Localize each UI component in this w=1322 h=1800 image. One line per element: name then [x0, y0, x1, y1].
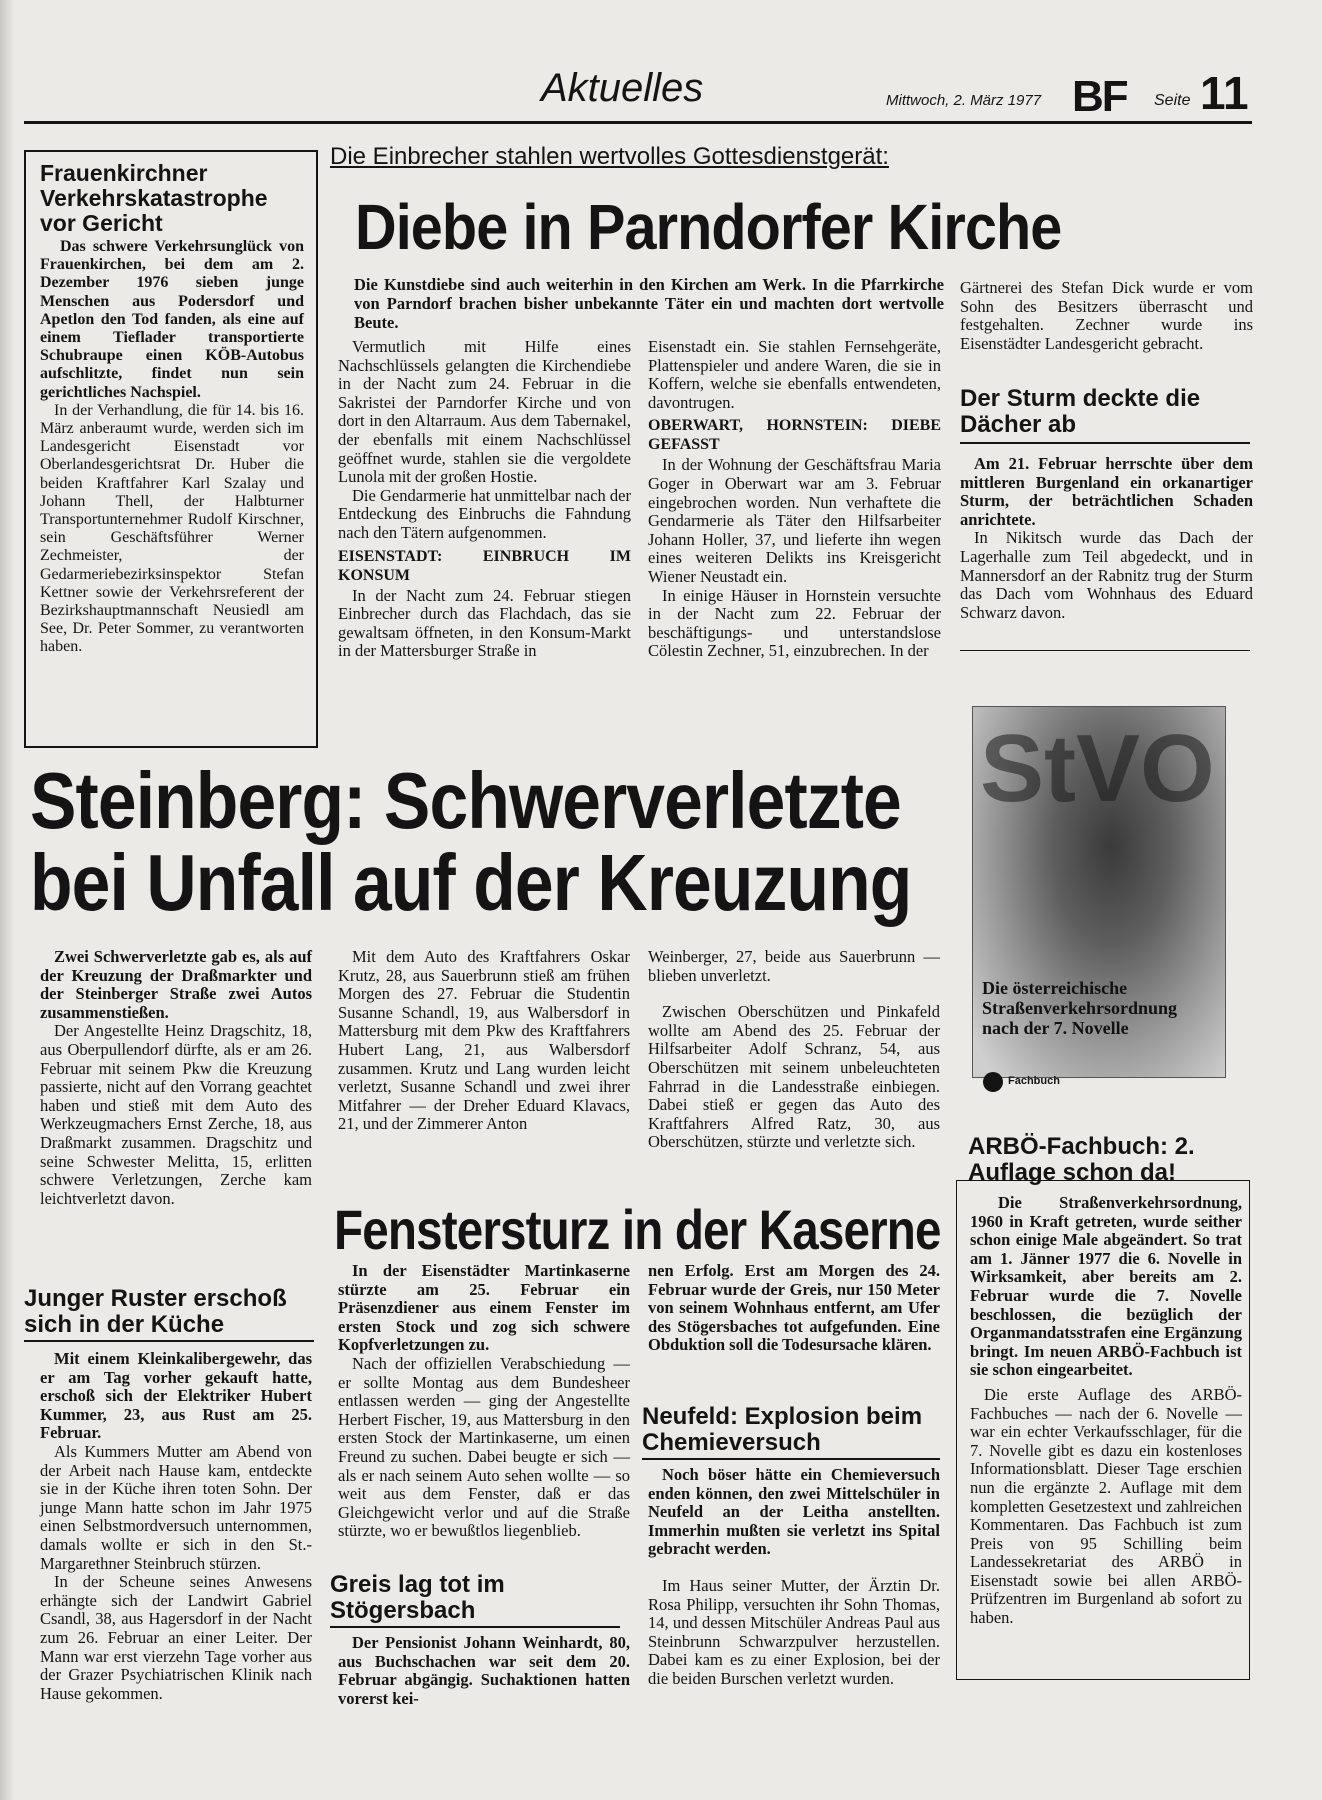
neufeld-lead: Noch böser hätte ein Chemieversuch enden können, den zwei Mittelschüler in Neufeld an der Leitha anstellten. Immerhin mußten sie verletzt ins Spital gebracht werden.	[648, 1465, 940, 1559]
neufeld-article	[648, 1466, 940, 1689]
steinberg-headline-1: Steinberg: Schwerverletzte	[30, 756, 901, 845]
parndorf-p7: Gärtnerei des Stefan Dick wurde er vom Sohn des Besitzers überrascht und festgehalten. Zechner wurde ins Eisenstädter Landesgericht gebracht.	[960, 278, 1253, 353]
steinberg-col1	[40, 948, 312, 1208]
frauenkirchen-article	[40, 238, 304, 657]
sturm-title: Der Sturm deckte die Dächer ab	[960, 385, 1201, 438]
neufeld-title: Neufeld: Explosion beim Chemieversuch	[642, 1403, 923, 1456]
parndorf-col1	[338, 338, 631, 661]
ruster-title: Junger Ruster erschoß sich in der Küche	[24, 1285, 287, 1338]
arbo-p1: Die erste Auflage des ARBÖ-Fachbuches — nach der 6. Novelle — war ein echter Verkaufsschlager, für die 7. Novelle gibt es dazu ein kostenloses Informationsblatt. Dieser Tage erschien nun die ergänzte 2. Auflage mit dem kompletten Gesetzestext und zahlreichen Kommentaren. Das Fachbuch ist zum Preis von 95 Schilling beim Landessekretariat des ARBÖ in Eisenstadt sowie bei allen ARBÖ-Prüfzentren im Burgenland ab sofort zu haben.	[970, 1384, 1242, 1628]
greis-article	[338, 1634, 630, 1708]
header-rule	[24, 121, 1252, 124]
kaserne-headline: Fenstersturz in der Kaserne	[334, 1198, 941, 1261]
frauenkirchen-lead: Das schwere Verkehrsunglück von Frauenkirchen, bei dem am 2. Dezember 1976 sieben junge Menschen aus Podersdorf und Apetlon den Tod fanden, als eine auf einem Tieflader transportierte Schubraupe einen KÖB-Autobus aufschlitzte, findet nun sein gerichtliches Nachspiel.	[40, 238, 304, 401]
bf-logo: BF	[1072, 72, 1127, 121]
frauenkirchen-title: Frauenkirchner Verkehrskatastrophe vor Gericht	[40, 160, 268, 236]
parndorf-col2	[648, 338, 941, 661]
parndorf-p4: Eisenstadt ein. Sie stahlen Fernsehgeräte, Plattenspieler und andere Waren, die sie in Koffern, welche sie ebenfalls entwendeten, davontrugen.	[648, 337, 941, 412]
parndorf-p2: Die Gendarmerie hat unmittelbar nach der Entdeckung des Einbruchs die Fahndung nach den Tätern aufgenommen.	[338, 485, 632, 542]
page-edge	[0, 0, 14, 1800]
issue-date: Mittwoch, 2. März 1977	[886, 92, 1042, 109]
steinberg-col2	[338, 948, 630, 1134]
sturm-end-rule	[960, 650, 1250, 651]
parndorf-sub1: EISENSTADT: EINBRUCH IM KONSUM	[338, 547, 631, 584]
sturm-body: In Nikitsch wurde das Dach der Lagerhalle zum Teil abgedeckt, und in Mannersdorf an der Rabnitz trug der Sturm das Dach vom Wohnhaus des Eduard Schwarz davon.	[960, 528, 1253, 622]
parndorf-headline: Diebe in Parndorfer Kirche	[355, 191, 1062, 263]
ruster-lead: Mit einem Kleinkalibergewehr, das er am Tag vorher gekauft hatte, erschoß sich der Elektriker Hubert Kummer, 23, aus Rust am 25. Februar.	[40, 1349, 312, 1443]
greis-continued: nen Erfolg. Erst am Morgen des 24. Februar wurde der Greis, nur 150 Meter von seinem Wohnhaus entfernt, am Ufer des Stögersbaches tot aufgefunden. Eine Obduktion soll die Todesursache klären.	[648, 1261, 940, 1355]
ad-publisher: Fachbuch	[1008, 1075, 1060, 1087]
parndorf-p6: In einige Häuser in Hornstein versuchte in der Nacht zum 22. Februar der beschäftigungs- und unterstandslose Cölestin Zechner, 51, einzubrechen. In der	[648, 585, 941, 661]
steinberg-p1: Der Angestellte Heinz Dragschitz, 18, aus Oberpullendorf dürfte, als er am 26. Februar mit seinem Pkw die Kreuzung passierte, nicht auf den Vorrang geachtet haben und stieß mit dem Auto des Werkzeugmachers Ernst Zerche, 18, aus Draßmarkt zusammen. Dragschitz und seine Schwester Melitta, 15, erlitten schwere Verletzungen, Zerche kam leichtverletzt davon.	[40, 1021, 312, 1208]
parndorf-lead: Die Kunstdiebe sind auch weiterhin in den Kirchen am Werk. In die Pfarrkirche von Parndorf brachen bisher unbekannte Täter ein und machten dort wertvolle Beute.	[354, 275, 944, 332]
arbo-logo-icon	[983, 1072, 1003, 1092]
sturm-article	[960, 455, 1253, 622]
ruster-article	[40, 1350, 312, 1703]
greis-rule	[330, 1626, 620, 1628]
section-title: Aktuelles	[541, 66, 704, 110]
neufeld-rule	[642, 1458, 940, 1460]
steinberg-p3: Weinberger, 27, beide aus Sauerbrunn — blieben unverletzt.	[648, 947, 940, 985]
parndorf-p3: In der Nacht zum 24. Februar stiegen Einbrecher durch das Flachdach, das sie gewaltsam öffneten, in den Konsum-Markt in der Mattersburger Straße in	[338, 585, 631, 661]
kaserne-article	[338, 1262, 630, 1541]
parndorf-sub2: OBERWART, HORNSTEIN: DIEBE GEFASST	[648, 417, 941, 454]
ruster-rule	[24, 1340, 314, 1342]
stvo-subtitle: Die österreichische Straßenverkehrsordnung nach der 7. Novelle	[982, 978, 1178, 1038]
sturm-rule	[960, 442, 1250, 444]
parndorf-col3	[960, 279, 1253, 353]
stvo-logo: StVO	[980, 715, 1215, 822]
greis-title: Greis lag tot im Stögersbach	[330, 1571, 505, 1624]
ruster-p1: Als Kummers Mutter am Abend von der Arbeit nach Hause kam, entdeckte sie in der Küche ihren toten Sohn. Der junge Mann hatte schon im Jahr 1975 einen Selbstmordversuch unternommen, damals wollte er sich in den St.-Margarethner Steinbruch stürzen.	[40, 1441, 312, 1573]
sturm-lead: Am 21. Februar herrschte über dem mittleren Burgenland ein orkanartiger Sturm, der beträchtlichen Schaden anrichtete.	[960, 454, 1253, 529]
arbo-box	[956, 1180, 1250, 1680]
parndorf-kicker: Die Einbrecher stahlen wertvolles Gottesdienstgerät:	[330, 143, 889, 170]
steinberg-p4: Zwischen Oberschützen und Pinkafeld wollte am Abend des 25. Februar der Hilfsarbeiter Adolf Schranz, 54, aus Oberschützen mit seinem unbeleuchteten Fahrrad in die Landesstraße einbiegen. Dabei stieß er gegen das Auto des Kraftfahrers Alfred Ratz, 30, aus Oberschützen, stürzte und verletzte sich.	[648, 1002, 940, 1152]
steinberg-col3	[648, 948, 940, 1152]
arbo-lead: Die Straßenverkehrsordnung, 1960 in Kraft getreten, wurde seither schon einige Male abgeändert. So trat am 1. Jänner 1977 die 6. Novelle in Wirksamkeit, aber bereits am 2. Februar wurde die 7. Novelle beschlossen, die bezüglich der Organmandatsstrafen eine Ergänzung bringt. Im neuen ARBÖ-Fachbuch ist sie schon eingearbeitet.	[970, 1193, 1242, 1380]
parndorf-p5: In der Wohnung der Geschäftsfrau Maria Goger in Oberwart war am 3. Februar eingebrochen worden. Nun verhaftete die Gendarmerie als Täter den Hilfsarbeiter Johann Holler, 37, und lieferte ihn wegen eines weiteren Delikts ins Kreisgericht Wiener Neustadt ein.	[648, 455, 941, 586]
page-number: 11	[1200, 67, 1249, 119]
neufeld-p1: Im Haus seiner Mutter, der Ärztin Dr. Rosa Philipp, versuchten ihr Sohn Thomas, 14, und dessen Mitschüler Andreas Paul aus Steinbrunn Schwarzpulver herzustellen. Dabei kam es zu einer Explosion, bei der die beiden Burschen verletzt wurden.	[648, 1575, 940, 1688]
page-label: Seite	[1154, 92, 1191, 109]
kaserne-p1: Nach der offiziellen Verabschiedung — er sollte Montag aus dem Bundesheer entlassen werden — ging der Angestellte Herbert Fischer, 19, aus Mattersburg in den ersten Stock der Martinkaserne, um einen Freund zu suchen. Dabei beugte er sich — als er nach seinem Auto sehen wollte — so weit aus dem Fenster, daß er das Gleichgewicht verlor und auf die Straße stürzte, wo er bewußtlos liegenblieb.	[338, 1353, 630, 1541]
frauenkirchen-body: In der Verhandlung, die für 14. bis 16. März anberaumt wurde, werden sich im Landesgericht Eisenstadt vor Oberlandesgerichtsrat Dr. Huber die beiden Kraftfahrer Karl Szalay und Johann Thell, der Halbturner Transportunternehmer Rudolf Kirschner, sein Geschäftsführer Werner Zechmeister, der Gedarmeriebezirksinspektor Stefan Kettner sowie der Verkehrsreferent der Bezirkshauptmannschaft Neusiedl am See, Dr. Peter Sommer, zu verantworten haben.	[40, 401, 304, 656]
parndorf-p1: Vermutlich mit Hilfe eines Nachschlüssels gelangten die Kirchendiebe in der Nacht zum 24. Februar in die Sakristei der Parndorfer Kirche und von dort in den Altarraum. Aus dem Tabernakel, der ebenfalls mit einem Nachschlüssel geöffnet wurde, stahlen sie die vergoldete Lunola mit der großen Hostie.	[338, 337, 631, 487]
steinberg-headline-2: bei Unfall auf der Kreuzung	[30, 838, 912, 927]
steinberg-p2: Mit dem Auto des Kraftfahrers Oskar Krutz, 28, aus Sauerbrunn stieß am frühen Morgen des 27. Februar die Studentin Susanne Schandl, 19, aus Walbersdorf in Mattersburg mit dem Pkw des Kraftfahrers Hubert Lang, 21, aus Walbersdorf zusammen. Krutz und Lang wurden leicht verletzt, Susanne Schandl und zwei ihrer Mitfahrer — der Dreher Eduard Klavacs, 21, und der Zimmerer Anton	[338, 947, 630, 1134]
kaserne-lead: In der Eisenstädter Martinkaserne stürzte am 25. Februar ein Präsenzdiener aus einem Fenster im ersten Stock und zog sich schwere Kopfverletzungen zu.	[338, 1261, 630, 1355]
arbo-title: ARBÖ-Fachbuch: 2. Auflage schon da!	[968, 1133, 1195, 1186]
greis-lead: Der Pensionist Johann Weinhardt, 80, aus Buchschachen war seit dem 20. Februar abgängig. Suchaktionen hatten vorerst kei-	[338, 1633, 630, 1708]
steinberg-lead: Zwei Schwerverletzte gab es, als auf der Kreuzung der Draßmarkter und der Steinberger Straße zwei Autos zusammenstießen.	[40, 947, 312, 1022]
ruster-p2: In der Scheune seines Anwesens erhängte sich der Landwirt Gabriel Csandl, 38, aus Hagersdorf in der Nacht zum 26. Februar an einer Leiter. Der Mann war erst vierzehn Tage vorher aus der Grazer Psychiatrischen Klinik nach Hause gekommen.	[40, 1572, 312, 1703]
